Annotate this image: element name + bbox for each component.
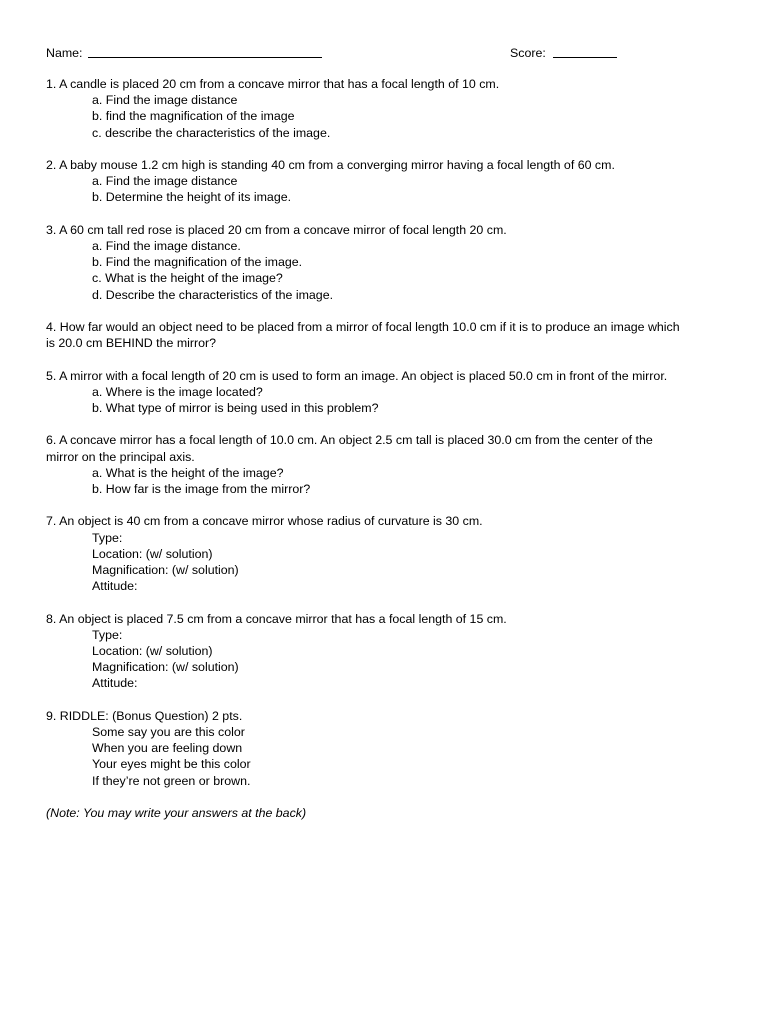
sub-question: b. How far is the image from the mirror?: [92, 482, 311, 496]
question-stem: 8. An object is placed 7.5 cm from a concave mirror that has a focal length of 15 cm.: [46, 611, 507, 626]
sub-question: a. Where is the image located?: [92, 384, 263, 399]
answer-field-attitude: Attitude:: [92, 579, 138, 594]
answer-field-location: Location: (w/ solution): [92, 644, 213, 658]
answer-field-type: Type:: [92, 627, 123, 642]
name-label: Name:: [46, 46, 83, 60]
worksheet-header: [46, 45, 726, 61]
riddle-line: Your eyes might be this color: [92, 757, 251, 772]
question-6: [46, 432, 726, 497]
riddle-line: When you are feeling down: [92, 741, 243, 756]
sub-question: a. Find the image distance: [92, 174, 238, 189]
question-stem-line-1: 6. A concave mirror has a focal length of 10.0 cm. An object 2.5 cm tall is placed 30.0 cm from the center of the: [46, 433, 653, 448]
answer-field-magnification: Magnification: (w/ solution): [92, 660, 239, 675]
answer-note: (Note: You may write your answers at the back): [46, 806, 307, 820]
score-label: Score:: [510, 46, 546, 60]
sub-question: c. describe the characteristics of the image.: [92, 125, 331, 140]
sub-question: b. find the magnification of the image: [92, 109, 295, 124]
question-stem: 7. An object is 40 cm from a concave mirror whose radius of curvature is 30 cm.: [46, 514, 483, 529]
question-4: [46, 319, 726, 351]
question-stem-line-2: mirror on the principal axis.: [46, 449, 195, 464]
answer-field-type: Type:: [92, 530, 123, 545]
riddle-line: Some say you are this color: [92, 725, 245, 739]
question-3: [46, 222, 726, 303]
name-blank-line: [88, 57, 322, 58]
question-7: [46, 513, 726, 594]
question-stem: 2. A baby mouse 1.2 cm high is standing 40 cm from a converging mirror having a focal length of 60 cm.: [46, 158, 615, 172]
question-stem: 1. A candle is placed 20 cm from a concave mirror that has a focal length of 10 cm.: [46, 77, 500, 91]
question-stem-line-1: 4. How far would an object need to be placed from a mirror of focal length 10.0 cm if it is to produce an image which: [46, 320, 680, 334]
sub-question: a. What is the height of the image?: [92, 465, 284, 480]
question-1: [46, 76, 726, 141]
answer-field-magnification: Magnification: (w/ solution): [92, 563, 239, 577]
sub-question: c. What is the height of the image?: [92, 271, 283, 286]
sub-question: b. Find the magnification of the image.: [92, 255, 303, 270]
sub-question: a. Find the image distance.: [92, 239, 241, 253]
question-stem: 5. A mirror with a focal length of 20 cm is used to form an image. An object is placed 50.0 cm in front of the mirror.: [46, 368, 668, 383]
question-8: [46, 611, 726, 692]
question-stem: 9. RIDDLE: (Bonus Question) 2 pts.: [46, 708, 243, 723]
question-stem-line-2: is 20.0 cm BEHIND the mirror?: [46, 336, 217, 351]
sub-question: a. Find the image distance: [92, 93, 238, 108]
answer-field-location: Location: (w/ solution): [92, 546, 213, 561]
score-blank-line: [553, 57, 617, 58]
sub-question: b. Determine the height of its image.: [92, 190, 292, 205]
question-stem: 3. A 60 cm tall red rose is placed 20 cm from a concave mirror of focal length 20 cm.: [46, 222, 507, 237]
riddle-line: If they’re not green or brown.: [92, 773, 251, 788]
question-2: [46, 157, 726, 206]
question-5: [46, 368, 726, 417]
question-9-riddle: [46, 708, 726, 789]
sub-question: b. What type of mirror is being used in this problem?: [92, 401, 379, 415]
answer-field-attitude: Attitude:: [92, 676, 138, 691]
sub-question: d. Describe the characteristics of the image.: [92, 287, 334, 302]
question-list: [46, 76, 726, 821]
